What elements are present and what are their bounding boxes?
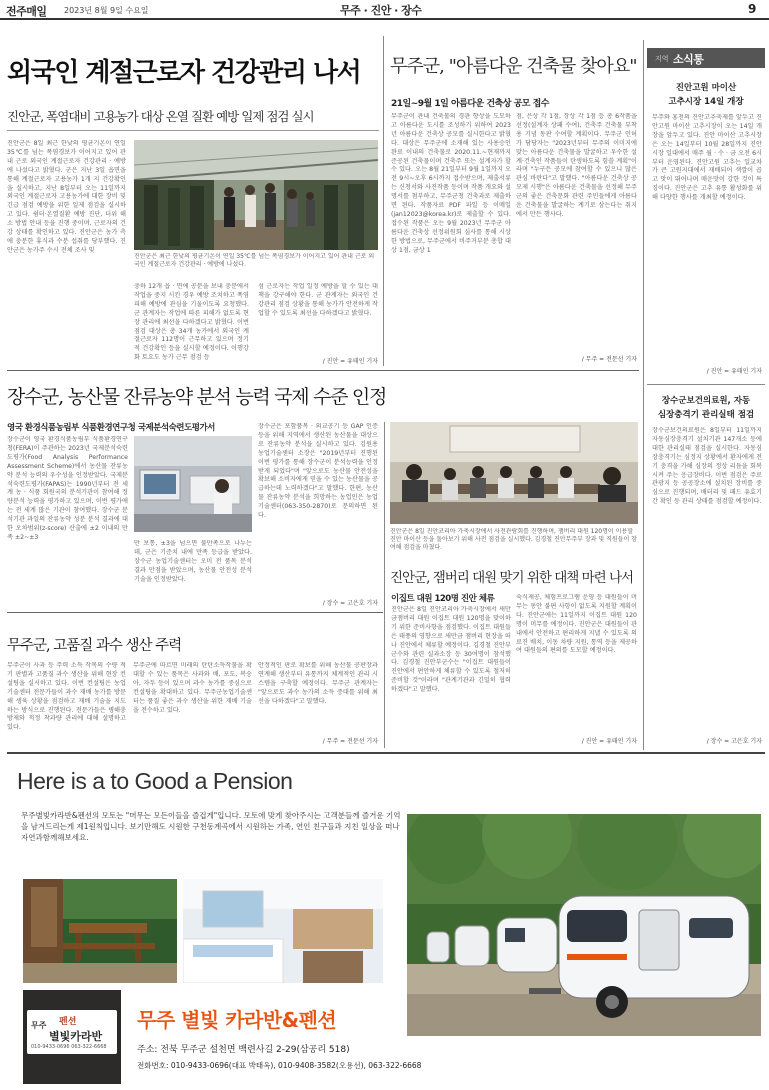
a3-col3: 장수군은 포함품목 · 외교공기 등 GAP 인증 등을 위해 지역에서 생산된 농산물을 대상으로 잔류농약 분석을 실시하고 있다. 김원용 농업기술센터 소장은 "2019년부터 진행된 이번 평가를 통해 장수군이 분석능력을 인정받게 되었다"며 "앞으로도 농산물 안전성을 확보해 소비자에게 믿을 수 있는 농산물을 공급하는데 노력하겠다"고 말했다. 한편, 농산물 잔류농약 분석을 희망하는 농업인은 농업기술센터(063-350-2870)로 문의하면 된다. xyxy=(258,423,378,520)
a4-headline: 진안군, 잼버리 대원 맞기 위한 대책 마련 나서 xyxy=(390,570,634,586)
deck-image xyxy=(23,879,177,983)
a1-photo-caption: 진안군은 최근 한낮의 평균기온이 연일 35℃를 넘는 폭염경보가 이어지고 있어 관내 근로 외국인 계절근로자 건강관리 · 예방에 나섰다. xyxy=(134,253,375,268)
a2-headline: 무주군, "아름다운 건축물 찾아요" xyxy=(390,56,637,77)
ad-logo-mid: 펜션 xyxy=(59,1017,77,1027)
sidebar-label-title: 소식통 xyxy=(673,53,704,66)
ad-logo-phone: 010-9433-0696 063-322-6668 xyxy=(31,1044,107,1050)
ad-text: 무주별빛카라반&펜션의 모토는 "머무는 모든이들을 즐겁게"입니다. 모토에 맞게 찾아주시는 고객분들께 즐거운 기억을 남겨드리는게 제1원칙입니다. 보기만해도 시원한 구천동계곡에서 시원하는 가족, 연인 친구들과 지친 일상을 떠나 자연과함께해보세요. xyxy=(21,811,401,842)
greenhouse-image xyxy=(134,140,378,250)
a5-col1: 무주군이 사과 등 주력 소득 작목의 수량 적기 판별과 고품질 과수 생산을 위해 현장 컨설팅을 실시하고 있다. 이번 컨설팅은 농업기술센터 전문가들이 과수 재배 농가를 방문해 생육 상황을 점검하고 재배 기술을 지도하는 방식으로 진행된다. 전문가들은 병해충 방제와 적정 착과량 관리에 대해 설명하고 있다. xyxy=(7,662,126,732)
divider-v1 xyxy=(383,36,384,366)
a1-photo-greenhouse xyxy=(134,140,378,250)
ad-address: 주소: 전북 무주군 설천면 백련사길 2-29(삼공리 518) xyxy=(137,1045,350,1055)
sidebar-news1-title-2: 고추시장 14일 개장 xyxy=(668,97,744,107)
a5-byline: / 무주 = 전문선 기자 xyxy=(322,738,378,745)
issue-date: 2023년 8월 9일 수요일 xyxy=(64,6,149,15)
ad-pension xyxy=(7,752,765,1086)
ad-photo-caravans xyxy=(407,814,761,1036)
page-number: 9 xyxy=(748,2,757,16)
divider-v2 xyxy=(384,422,385,748)
sidebar-news2-title-2: 심장충격기 관리실태 점검 xyxy=(657,410,755,420)
sidebar-news2-byline: / 장수 = 고은호 기자 xyxy=(706,738,762,745)
ad-logo-top: 무주 xyxy=(31,1021,47,1030)
a1-col2: 충하 12개 읍 · 면에 공문을 보내 충분에서 작업을 중지 시킨 경우 예방 조치하고 폭염 피해 예방에 관심을 기울이도록 요청했다. 군 관계자는 작업에 따른 피해가 없도록 현장 관리에 최선을 다하겠다고 밝혔다. 이번 점검 대상은 총 34개 농가에서 외국인 계절근로자 112명이 근무하고 있으며 정기적 건강확인 등을 실시할 예정이다. 이행강화 토요도 농가 근무 점검 등 xyxy=(134,283,249,362)
a1-col3: 섬 근로자는 작업 일정 예방을 할 수 있는 대책을 강구해야 한다. 군 관계자는 외국인 건강관리 점검 상황을 통해 농가가 안전하게 작업할 수 있도록 최선을 다하겠다고 밝혔다. xyxy=(258,283,378,317)
a3-headline: 장수군, 농산물 잔류농약 분석 능력 국제 수준 인정 xyxy=(7,386,386,408)
ad-brand: 무주 별빛 카라반&펜션 xyxy=(137,1008,337,1032)
a1-col1: 진안군은 8일 최근 한낮의 평균기온이 연일 35℃를 넘는 폭염경보가 이어지고 있어 관내 근로 외국인 계절근로자 건강관리 · 예방에 나섰다고 밝혔다. 군은 지난 3일 읍면을 통해 계절근로자 고용농가 1개 지 건강확인을 실시하고, 지난 8일부터 오는 11일까지 외국인 계절근로자 고용농가에 대한 장비 및 긴급 점검 예방을 위한 일제 점검을 실시하고 있다. 쉼터·온열질환 예방 진단, 더위 해소 방법 안내 등을 진행 중이며, 근로자의 건강 상태를 확인하고 있다. 진안군은 농가 측에 충분한 휴식과 수분 섭취를 당부했다. 진안군은 농가주 수시 전체 조사 및 xyxy=(7,140,126,254)
a4-byline: / 진안 = 유태인 기자 xyxy=(581,738,637,745)
sidebar-divider xyxy=(643,40,644,750)
a1-rule xyxy=(7,130,379,131)
a3-byline: / 장수 = 고은호 기자 xyxy=(322,600,378,607)
sidebar-rule xyxy=(647,384,765,385)
a3-subhead: 영국 환경식품농림부 식품환경연구청 국제분석숙련도평가서 xyxy=(7,423,215,433)
a1-headline: 외국인 계절근로자 건강관리 나서 xyxy=(7,58,361,88)
a3-col2: 만 보통, ±3을 넘으면 불만족으로 나누는데, 군은 기준치 내에 만족 등급을 받았다. 장수군 농업기술센터는 오미 전 품목 분석 결과 만점을 받았으며, 농산물 안전성 분석 기술을 인정받았다. xyxy=(134,540,252,583)
a4-subhead: 이집트 대원 120명 진안 체류 xyxy=(391,594,495,604)
sidebar-news2-title-1: 장수군보건의료원, 자동 xyxy=(661,396,751,406)
a2-col2: 점, 은상 각 1점, 장상 각 1점 등 총 6작품을 선정(설계자 상패 수여), 건축주 건축물 부착용 기념 동판 수여할 계획이다. 무주군 인허가 담당자는 "2023년부터 무주의 이미지에 맞는 아름다운 건축물을 발굴하고 우수한 설계·건축인 작품들이 탄생하도록 힘쓸 계획"이라며 "누구든 공모에 참여할 수 있으니 많은 관심 바란다"고 말했다. "아름다운 건축상 공모제 시행"은 아름다운 건축물을 선정해 무주군의 좋은 건축문화 관련 주민들에게 아름다운 건축물을 발굴하는 계기로 삼는다는 취지에서 만든 행사다. xyxy=(516,113,637,218)
a4-photo-meeting xyxy=(390,422,638,524)
caravan-image xyxy=(407,814,761,1036)
sidebar-label xyxy=(647,48,765,68)
sidebar-news1-body: 무주와 홍천의 진안고추축제를 앞두고 진안고원 마이산 고추시장이 오는 14일 개장을 앞두고 있다. 진안 마이산 고추시장은 오는 14일부터 10월 28일까지 진안시장 일대에서 매주 월 · 수 · 금 오전 6시부터 운영된다. 진안고원 고추는 일교차가 큰 고원지대에서 재배되어 색깔이 곱고 맛이 뛰어나며 매운맛이 강한 것이 특징이다. 진안군은 고추 유통 활성화를 위해 다양한 행사를 개최할 예정이다. xyxy=(652,114,762,202)
lab-image xyxy=(134,436,252,532)
a4-col1: 진안군은 8일 진안코리아 가축시장에서 새만금잼버리 대원 이집트 대원 120명을 맞이하기 위한 준비사항을 점검했다. 이집트 대원들은 태풍의 영향으로 새만금 잼버리 현장을 떠나 진안에서 체류할 예정이다. 김경철 진안부군수와 관련 실과소장 등 30여명이 참석했다. 김경철 진안부군수는 "이집트 대원들이 진안에서 편안하게 체류할 수 있도록 철저히 준비할 것"이라며 "관계기관과 긴밀히 협력하겠다"고 말했다. xyxy=(391,606,511,694)
ad-photo-interior xyxy=(183,879,383,983)
divider-h2 xyxy=(7,612,383,613)
newspaper-brand: 전주매일 xyxy=(6,5,47,18)
section-title: 무주 · 진안 · 장수 xyxy=(340,4,422,17)
a3-col1: 장수군이 영국 환경식품농림부 식품환경연구청(FERA)이 주관하는 2023년 국제분석숙련도평가(Food Analysis Performance Assessment Scheme)에서 농산물 잔류농약 분석 능력의 우수성을 인정받았다. 국제분석숙련도평가(FAPAS)는 1990년부터 전 세계 농 · 식품 회원국의 분석기관이 참여해 정량분석 능력을 평가하고 있으며, 이번 평가에는 전 세계 많은 기관이 참여했다. 장수군 분석기관 과일의 잔류농약 성분 분석 결과에 대한 오차범위(z-score) 산출에 ±2 이내의 만족 ±2~±3 xyxy=(7,436,128,541)
a5-col3: 안정적인 판로 확보를 위해 농산물 공판장과 연계해 생산부터 유통까지 체계적인 관리 시스템을 구축할 예정이다. 무주군 관계자는 "앞으로도 과수 농가의 소득 증대를 위해 최선을 다하겠다"고 말했다. xyxy=(258,662,378,705)
interior-image xyxy=(183,879,383,983)
ad-photo-deck xyxy=(23,879,177,983)
a2-col1: 무주군이 관내 건축물의 경관 향상을 도모하고 아름다운 도시를 조성하기 위하여 2023년 아름다운 건축상 공모를 실시한다고 밝혔다. 대상은 무주군에 소재해 있는 사용승인 완료 이내의 건축물로 2020.11.~현재까지 준공된 건축물이며 건축주 또는 설계자가 할 수 있다. 오는 8월 21일부터 9월 1일까지 오전 9시~오후 6시까지 접수받으며, 제출서류는 신청서와 사진작품 등이며 작품 개요와 설명서를 첨부하고, 무주군청 건축과로 제출하면 된다. 작품자료 PDF 파일 등 이메일(jan12023@korea.kr)로 제출할 수 있다. 접수된 작품은 오는 9월 2023년 무주군 아름다운 건축상 선정위원회 심사를 통해 시상한 방법으로, 무주군에서 비주거부분 총합 대상 1점, 금상 1 xyxy=(391,113,511,254)
meeting-image xyxy=(390,422,638,524)
ad-phone: 전화번호: 010-9433-0696(대표 박태옥), 010-9408-3582(오용선), 063-322-6668 xyxy=(137,1061,422,1070)
divider-h1 xyxy=(7,370,639,371)
a5-col2: 무주군에 따르면 미래의 탄탄소득작물을 확대할 수 있는 품목은 사과와 배, 포도, 복숭아, 자두 등이 있으며 과수 농가를 중심으로 컨설팅을 확대하고 있다. 무주군농업기술센터는 품질 좋은 과수 생산을 위한 재배 기술을 전수하고 있다. xyxy=(133,662,252,714)
ad-title: Here is a to Good a Pension xyxy=(17,768,293,794)
a1-byline: / 진안 = 유태인 기자 xyxy=(322,358,378,365)
a2-byline: / 무주 = 전문선 기자 xyxy=(581,356,637,363)
a5-headline: 무주군, 고품질 과수 생산 주력 xyxy=(7,638,182,654)
a3-photo-lab xyxy=(134,436,252,532)
page-header xyxy=(0,0,769,20)
sidebar-news1-title-1: 진안고원 마이산 xyxy=(675,83,737,93)
sidebar-news2-body: 장수군보건의료원은 8일부터 11일까지 자동심장충격기 설치기관 147개소 등에 대한 관리실태 점검을 실시한다. 자동심장충격기는 심정지 상황에서 환자에게 전기 충격을 가해 심장의 정상 리듬을 회복시켜 주는 응급장비다. 이번 점검은 주로 관광지 등 공공장소에 설치된 장비를 중심으로 진행되며, 배터리 및 패드 유효기간 확인 등 관리 상태를 점검할 예정이다. xyxy=(652,427,762,506)
ad-logo xyxy=(23,990,121,1084)
a4-col2: 숙식제공, 체험프로그램 운영 등 대원들이 머무는 동안 불편 사항이 없도록 지원할 계획이다. 진안군에는 11일까지 이집트 대원 120명이 머무를 예정이다. 진안군은 대원들이 관내에서 안전하고 편리하게 지낼 수 있도록 의료진 배치, 이동 차량 지원, 통역 등을 제공하여 대원들의 편의를 도모할 예정이다. xyxy=(516,594,637,655)
ad-logo-name: 별빛카라반 xyxy=(49,1030,103,1043)
sidebar-label-kind: 지역 xyxy=(655,55,669,63)
a1-subhead: 진안군, 폭염대비 고용농가 대상 온열 질환 예방 일제 점검 실시 xyxy=(7,109,314,124)
a2-subhead: 21일~9월 1일 아름다운 건축상 공모 접수 xyxy=(391,99,549,109)
sidebar-news1-byline: / 진안 = 유태인 기자 xyxy=(706,368,762,375)
a4-photo-caption: 진안군은 8일 진안코리아 가축시장에서 사전관람회를 진행하며, 잼버리 대원 120명이 이용할 진안 마이산 등을 돌아보기 위해 사전 점검을 실시했다. 김경철 진안무주부 장과 및 직원들이 참여해 점검을 마쳤다. xyxy=(390,528,637,551)
